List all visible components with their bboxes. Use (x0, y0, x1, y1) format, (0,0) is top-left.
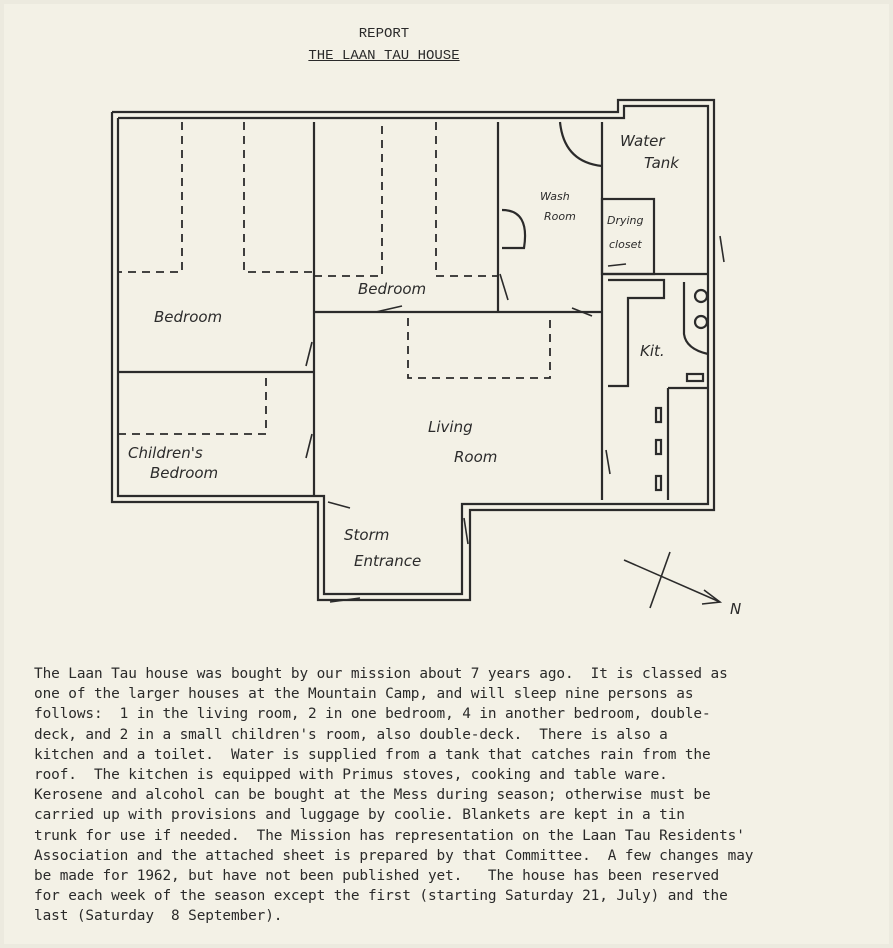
door-mark (464, 518, 468, 544)
north-arrow (624, 560, 720, 602)
drying-closet (602, 199, 654, 274)
door-mark (606, 450, 610, 474)
burner (695, 290, 707, 302)
text-line: roof. The kitchen is equipped with Primus stoves, cooking and table ware. (34, 767, 668, 784)
text-line: deck, and 2 in a small children's room, also double-deck. There is also a (34, 726, 668, 743)
label-bedroom-top: Bedroom (358, 280, 427, 298)
text-line: last (Saturday 8 September). (34, 908, 283, 925)
label-storm: Storm (344, 526, 390, 544)
text-line: for each week of the season except the first (starting Saturday 21, July) and the (34, 888, 728, 905)
text-line: kitchen and a toilet. Water is supplied from a tank that catches rain from the (34, 746, 711, 763)
label-childrens: Children's (128, 444, 203, 462)
description-text (34, 664, 854, 927)
label-tank: Tank (644, 154, 679, 172)
bunk-outline (244, 122, 314, 272)
label-kitchen: Kit. (640, 342, 665, 360)
shelf (656, 440, 661, 454)
text-line: trunk for use if needed. The Mission has representation on the Laan Tau Residents' (34, 827, 745, 844)
label-closet: closet (609, 238, 642, 251)
text-line: The Laan Tau house was bought by our mission about 7 years ago. It is classed as (34, 666, 728, 682)
text-line: Association and the attached sheet is prepared by that Committee. A few changes may (34, 847, 754, 864)
label-entrance: Entrance (354, 552, 422, 570)
door-arc (560, 122, 602, 166)
door-mark (720, 236, 724, 262)
document-page (4, 4, 889, 944)
shelf (656, 408, 661, 422)
door-mark (328, 502, 350, 508)
document-title-text: THE LAAN TAU HOUSE (308, 48, 460, 64)
floor-plan (4, 4, 889, 644)
shelf (656, 476, 661, 490)
text-line: Kerosene and alcohol can be bought at the Mess during season; otherwise must be (34, 787, 711, 804)
label-childrens-bedroom: Bedroom (150, 464, 219, 482)
bunk-outline (118, 378, 266, 434)
bunk-outline (118, 122, 182, 272)
label-living: Living (428, 418, 473, 436)
bunk-outline (408, 318, 550, 378)
bunk-outline (314, 122, 382, 276)
label-drying: Drying (607, 214, 644, 227)
kitchen-counter (608, 280, 664, 386)
north-arrow-tick (650, 552, 670, 608)
label-water: Water (620, 132, 665, 150)
report-heading: REPORT (358, 26, 410, 42)
bunk-outline (436, 122, 498, 276)
label-bedroom-left: Bedroom (154, 308, 223, 326)
label-north: N (730, 600, 742, 618)
burner (695, 316, 707, 328)
label-wash: Wash (540, 190, 570, 203)
door-mark (500, 274, 508, 300)
outer-wall (112, 100, 714, 600)
north-arrow-head (702, 590, 720, 604)
door-mark (306, 342, 312, 366)
sink (687, 374, 703, 381)
outer-wall-inner (118, 106, 708, 594)
text-line: be made for 1962, but have not been published yet. The house has been reserved (34, 868, 720, 885)
text-line: carried up with provisions and luggage by coolie. Blankets are kept in a tin (34, 807, 685, 824)
door-arc (502, 210, 525, 248)
text-line: follows: 1 in the living room, 2 in one bedroom, 4 in another bedroom, double- (34, 706, 711, 723)
text-line: one of the larger houses at the Mountain Camp, and will sleep nine persons as (34, 686, 694, 703)
label-room: Room (544, 210, 576, 223)
label-living-room: Room (454, 448, 498, 466)
door-mark (306, 434, 312, 458)
door-mark (608, 264, 626, 266)
